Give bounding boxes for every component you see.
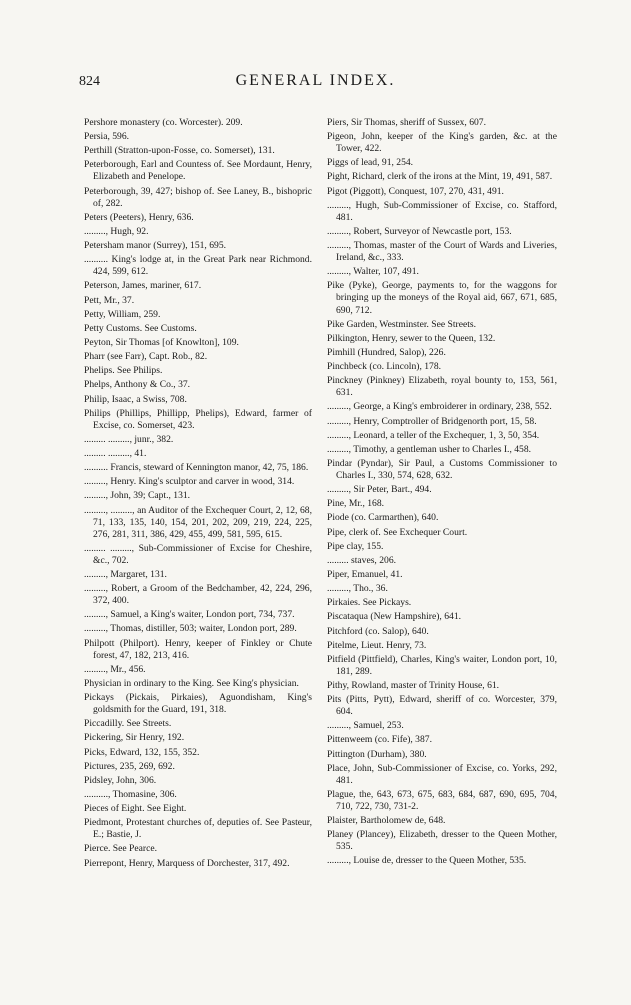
index-entry: .......... Francis, steward of Kennington manor, 42, 75, 186.	[84, 462, 309, 474]
index-entry: ........., George, a King's embroiderer in ordinary, 238, 552.	[327, 401, 552, 413]
index-entry: ........., Thomas, distiller, 503; waiter, London port, 289.	[84, 623, 297, 635]
index-entry: Phelips. See Philips.	[84, 365, 163, 377]
index-entry: .......... King's lodge at, in the Great Park near Richmond. 424, 599, 612.	[84, 254, 312, 278]
index-entry: Pictures, 235, 269, 692.	[84, 760, 175, 772]
running-title: GENERAL INDEX.	[235, 72, 396, 89]
index-entry: ........., Sir Peter, Bart., 494.	[327, 484, 432, 496]
index-entry: ........., Leonard, a teller of the Exchequer, 1, 3, 50, 354.	[327, 429, 540, 441]
index-entry: Plaister, Bartholomew de, 648.	[327, 815, 446, 827]
index-column-left	[84, 117, 312, 872]
index-entry: Philips (Phillips, Phillipp, Phelips), Edward, farmer of Excise, co. Somerset, 423.	[84, 407, 312, 431]
index-entry: Pine, Mr., 168.	[327, 498, 385, 510]
index-entry: ......... staves, 206.	[327, 554, 397, 566]
page-number: 824	[79, 74, 100, 89]
index-entry: Pitelme, Lieut. Henry, 73.	[327, 639, 427, 651]
index-entry: Pike Garden, Westminster. See Streets.	[327, 318, 477, 330]
index-entry: Philpott (Philport). Henry, keeper of Finkley or Chute forest, 47, 182, 213, 416.	[84, 637, 312, 661]
index-entry: ........., John, 39; Capt., 131.	[84, 490, 191, 502]
index-entry: Peyton, Sir Thomas [of Knowlton], 109.	[84, 336, 239, 348]
index-entry: ........., Hugh, Sub-Commissioner of Excise, co. Stafford, 481.	[327, 199, 557, 223]
index-entry: Pipe clay, 155.	[327, 540, 384, 552]
index-entry: Pits (Pitts, Pytt), Edward, sheriff of co. Worcester, 379, 604.	[327, 694, 557, 718]
index-entry: Pithy, Rowland, master of Trinity House, 61.	[327, 680, 500, 692]
index-entry: Picks, Edward, 132, 155, 352.	[84, 746, 200, 758]
index-entry: Pigot (Piggott), Conquest, 107, 270, 431, 491.	[327, 185, 504, 197]
index-entry: Pershore monastery (co. Worcester). 209.	[84, 117, 243, 128]
index-entry: ......... ........., Sub-Commissioner of Excise for Cheshire, &c., 702.	[84, 542, 312, 566]
index-entry: Pittenweem (co. Fife), 387.	[327, 734, 432, 746]
index-entry: Pierce. See Pearce.	[84, 843, 157, 855]
page-header	[0, 72, 631, 96]
index-entry: Planey (Plancey), Elizabeth, dresser to the Queen Mother, 535.	[327, 829, 557, 853]
index-entry: ........., Mr., 456.	[84, 663, 146, 675]
index-entry: Pharr (see Farr), Capt. Rob., 82.	[84, 351, 208, 363]
index-entry: Pidsley, John, 306.	[84, 774, 157, 786]
index-entry: ........., Samuel, a King's waiter, London port, 734, 737.	[84, 609, 295, 621]
index-entry: Petersham manor (Surrey), 151, 695.	[84, 240, 227, 252]
index-entry: ........., Margaret, 131.	[84, 568, 167, 580]
index-entry: Pett, Mr., 37.	[84, 294, 135, 306]
index-entry: Piers, Sir Thomas, sheriff of Sussex, 607.	[327, 117, 487, 128]
index-entry: Piscataqua (New Hampshire), 641.	[327, 611, 462, 623]
index-entry: ........., Thomas, master of the Court of Wards and Liveries, Ireland, &c., 333.	[327, 240, 557, 264]
index-entry: Pittington (Durham), 380.	[327, 748, 427, 760]
index-entry: ........., Samuel, 253.	[327, 720, 404, 732]
index-entry: Pigeon, John, keeper of the King's garden, &c. at the Tower, 422.	[327, 131, 557, 155]
index-entry: ......... ........., junr., 382.	[84, 433, 174, 445]
index-entry: Pickays (Pickais, Pirkaies), Aguondisham, King's goldsmith for the Guard, 191, 318.	[84, 692, 312, 716]
index-entry: Pitfield (Pittfield), Charles, King's waiter, London port, 10, 181, 289.	[327, 653, 557, 677]
index-entry: Physician in ordinary to the King. See King's physician.	[84, 677, 299, 689]
index-entry: Peters (Peeters), Henry, 636.	[84, 211, 194, 223]
index-entry: ........., Tho., 36.	[327, 583, 388, 595]
index-entry: Pimhill (Hundred, Salop), 226.	[327, 346, 446, 358]
index-entry: Pilkington, Henry, sewer to the Queen, 132.	[327, 332, 496, 344]
index-entry: ........., Walter, 107, 491.	[327, 266, 419, 278]
index-entry: Pieces of Eight. See Eight.	[84, 803, 187, 815]
index-entry: Perthill (Stratton-upon-Fosse, co. Somerset), 131.	[84, 145, 275, 157]
index-entry: Plague, the, 643, 673, 675, 683, 684, 687, 690, 695, 704, 710, 722, 730, 731-2.	[327, 788, 557, 812]
index-entry: Petty, William, 259.	[84, 308, 161, 320]
index-entry: Peterson, James, mariner, 617.	[84, 280, 202, 292]
index-entry: Pinckney (Pinkney) Elizabeth, royal bounty to, 153, 561, 631.	[327, 375, 557, 399]
index-entry: ........., Louise de, dresser to the Queen Mother, 535.	[327, 855, 527, 867]
index-entry: Pike (Pyke), George, payments to, for the waggons for bringing up the moneys of the Royal aid, 667, 671, 685, 690, 712.	[327, 280, 557, 316]
index-entry: ......... ........., 41.	[84, 448, 147, 459]
index-entry: Pight, Richard, clerk of the irons at the Mint, 19, 491, 587.	[327, 171, 553, 183]
index-entry: Pipe, clerk of. See Exchequer Court.	[327, 526, 468, 538]
index-entry: Piedmont, Protestant churches of, deputies of. See Pasteur, E.; Bastie, J.	[84, 817, 312, 841]
index-entry: ........., Henry, Comptroller of Bridgenorth port, 15, 58.	[327, 415, 537, 427]
index-entry: Piper, Emanuel, 41.	[327, 568, 403, 580]
index-entry: Persia, 596.	[84, 131, 130, 143]
index-entry: ........., Hugh, 92.	[84, 225, 149, 237]
index-entry: Pitchford (co. Salop), 640.	[327, 625, 429, 637]
index-entry: ........., Robert, Surveyor of Newcastle port, 153.	[327, 225, 512, 237]
index-entry: Petty Customs. See Customs.	[84, 322, 197, 334]
index-entry: ........., Timothy, a gentleman usher to Charles I., 458.	[327, 443, 532, 455]
index-entry: Peterborough, Earl and Countess of. See Mordaunt, Henry, Elizabeth and Penelope.	[84, 159, 312, 183]
index-entry: ........., ........., an Auditor of the Exchequer Court, 2, 12, 68, 71, 133, 135, 140, 154, 201, 202, 209, 219, 224, 225, 276, 281, 311, 386, 429, 455, 499, 581, 595, 615.	[84, 504, 312, 540]
index-entry: Pierrepont, Henry, Marquess of Dorchester, 317, 492.	[84, 857, 290, 869]
index-column-right	[327, 117, 557, 870]
index-entry: ........., Robert, a Groom of the Bedchamber, 42, 224, 296, 372, 400.	[84, 583, 312, 607]
index-entry: Place, John, Sub-Commissioner of Excise, co. Yorks, 292, 481.	[327, 762, 557, 786]
index-entry: Phelps, Anthony & Co., 37.	[84, 379, 191, 391]
index-entry: Pindar (Pyndar), Sir Paul, a Customs Commissioner to Charles I., 330, 574, 628, 632.	[327, 457, 557, 481]
index-entry: .........., Thomasine, 306.	[84, 788, 177, 800]
index-entry: Piggs of lead, 91, 254.	[327, 157, 414, 169]
index-entry: Philip, Isaac, a Swiss, 708.	[84, 393, 187, 405]
index-entry: Pickering, Sir Henry, 192.	[84, 732, 185, 744]
index-entry: Peterborough, 39, 427; bishop of. See Laney, B., bishopric of, 282.	[84, 185, 312, 209]
index-entry: Pirkaies. See Pickays.	[327, 597, 412, 609]
index-entry: Pinchbeck (co. Lincoln), 178.	[327, 361, 442, 373]
index-entry: Piccadilly. See Streets.	[84, 718, 172, 730]
index-entry: Piode (co. Carmarthen), 640.	[327, 512, 439, 524]
index-entry: ........., Henry. King's sculptor and carver in wood, 314.	[84, 476, 295, 488]
